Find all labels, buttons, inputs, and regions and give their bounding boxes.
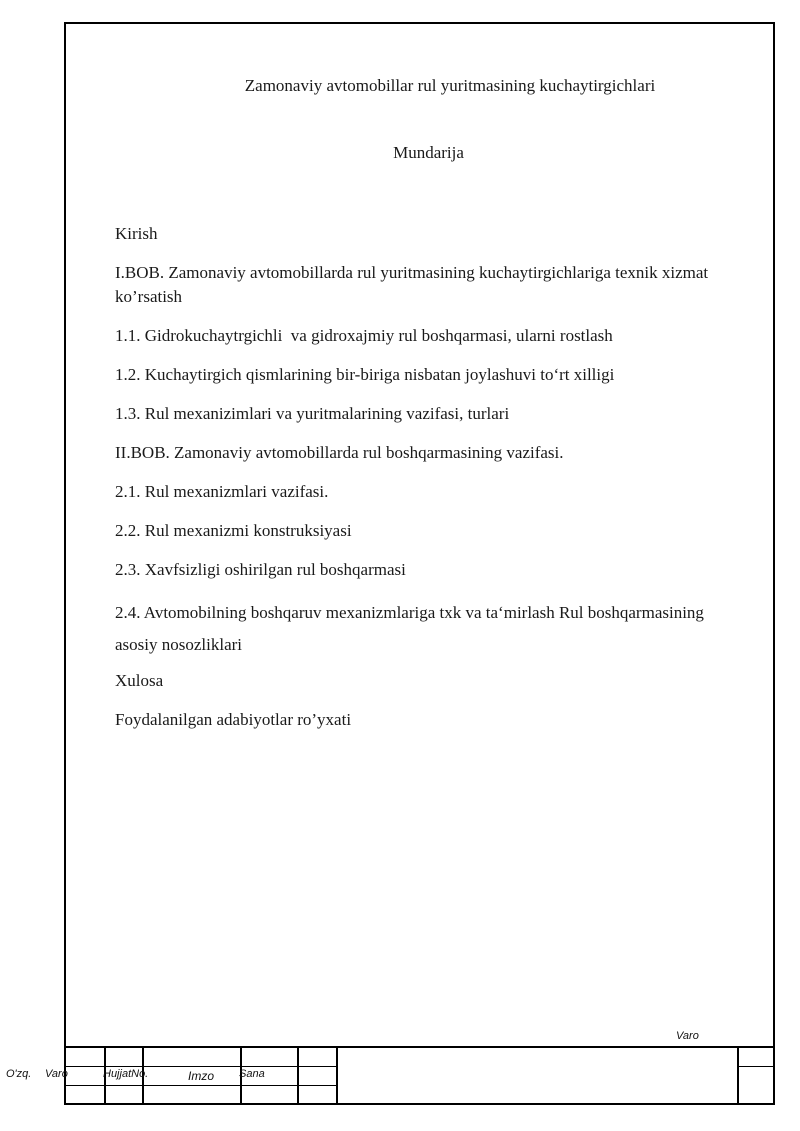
doc-no-label: HujjatNo. <box>103 1068 149 1080</box>
toc-item: 2.2. Rul mexanizmi konstruksiyasi <box>115 521 352 540</box>
toc-item: Kirish <box>115 224 158 243</box>
stamp-col-line <box>336 1046 338 1105</box>
toc-item: 2.4. Avtomobilning boshqaruv mexanizmlariga txk va ta‘mirlash Rul boshqarmasining asosiy nosozliklari <box>115 603 709 654</box>
date-label: Sana <box>239 1068 265 1080</box>
toc-item: Xulosa <box>115 671 164 690</box>
stamp-top-line <box>64 1046 775 1048</box>
document-title: Zamonaviy avtomobillar rul yuritmasining kuchaytirgichlari <box>244 76 656 95</box>
toc-item: II.BOB. Zamonaviy avtomobillarda rul boshqarmasining vazifasi. <box>115 443 564 462</box>
sheet-label: Varo <box>676 1030 699 1042</box>
stamp-col-line <box>737 1046 739 1105</box>
toc-item: 2.1. Rul mexanizmlari vazifasi. <box>115 482 329 501</box>
toc-item: I.BOB. Zamonaviy avtomobillarda rul yuritmasining kuchaytirgichlariga texnik xizmat ko’rsatish <box>115 263 713 306</box>
toc-item: 2.3. Xavfsizligi oshirilgan rul boshqarmasi <box>115 560 406 579</box>
change-label: O'zq. <box>6 1068 32 1080</box>
stamp-col-line <box>297 1046 299 1105</box>
sheet-col-label: Varo <box>45 1068 68 1080</box>
toc-item: 1.3. Rul mexanizimlari va yuritmalarining vazifasi, turlari <box>115 404 510 423</box>
toc-item: Foydalanilgan adabiyotlar ro’yxati <box>115 710 352 729</box>
toc-heading: Mundarija <box>393 143 464 162</box>
toc-item: 1.1. Gidrokuchaytrgichli va gidroxajmiy rul boshqarmasi, ularni rostlash <box>115 326 613 345</box>
stamp-sheet-line <box>737 1066 775 1067</box>
signature-label: Imzo <box>188 1069 215 1083</box>
toc-item: 1.2. Kuchaytirgich qismlarining bir-biriga nisbatan joylashuvi to‘rt xilligi <box>115 365 615 384</box>
table-of-contents <box>115 222 735 732</box>
